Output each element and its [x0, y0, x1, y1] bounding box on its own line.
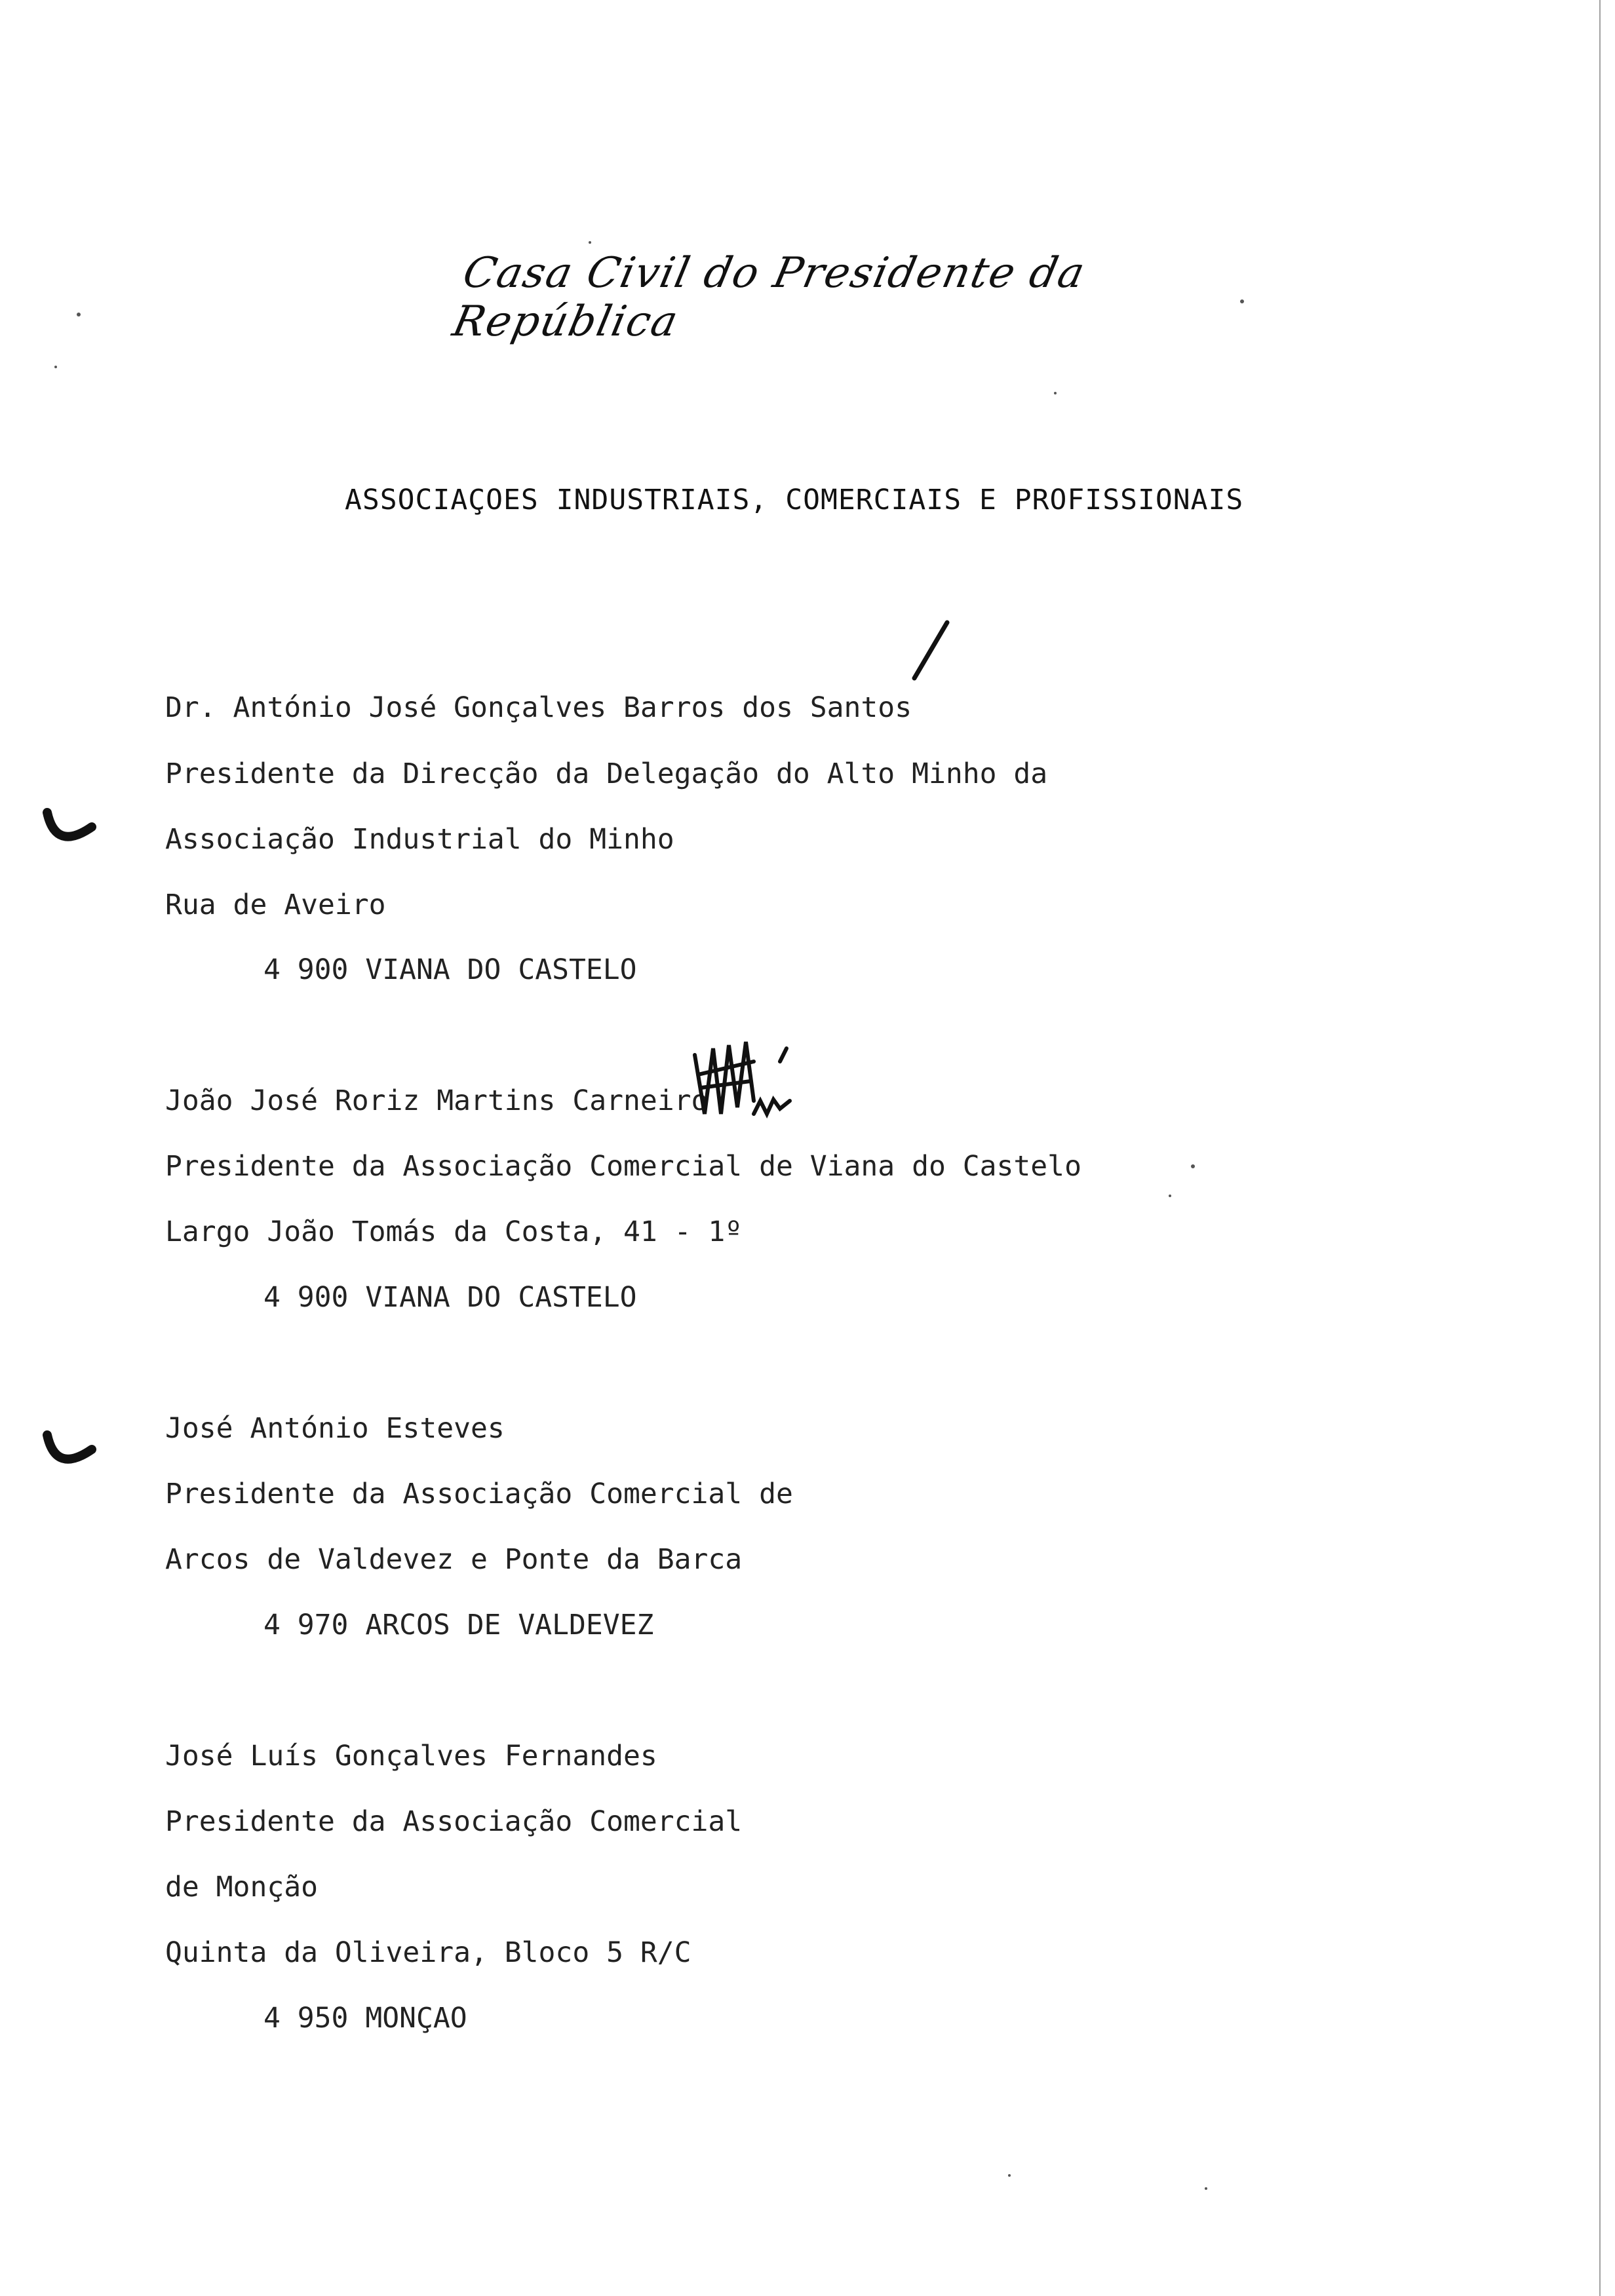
margin-curve-mark-2 [47, 1435, 92, 1459]
speck [1205, 2187, 1207, 2190]
speck [54, 366, 57, 368]
scan-edge-line [1599, 0, 1601, 2296]
entry-2-line-2: Largo João Tomás da Costa, 41 - 1º [165, 1215, 743, 1248]
speck [77, 313, 81, 316]
entry-3-line-1: Presidente da Associação Comercial de [165, 1478, 793, 1510]
entry-2-name: João José Roriz Martins Carneiro [165, 1084, 709, 1117]
speck [1054, 392, 1057, 394]
entry-2-line-1: Presidente da Associação Comercial de Viana do Castelo [165, 1150, 1081, 1183]
entry-3-line-2: Arcos de Valdevez e Ponte da Barca [165, 1543, 743, 1576]
speck [589, 241, 591, 244]
entry-4-line-2: de Monção [165, 1871, 318, 1904]
entry-4-line-3: Quinta da Oliveira, Bloco 5 R/C [165, 1936, 691, 1969]
entry-4-postal: 4 950 MONÇAO [263, 2002, 467, 2035]
scribble-mark [695, 1042, 790, 1114]
document-heading: ASSOCIAÇOES INDUSTRIAIS, COMERCIAIS E PROFISSIONAIS [345, 484, 1244, 516]
margin-curve-mark-1 [47, 813, 92, 837]
entry-1-line-1: Presidente da Direcção da Delegação do Alto Minho da [165, 757, 1048, 790]
entry-1-postal: 4 900 VIANA DO CASTELO [263, 953, 637, 986]
slash-check-mark [914, 622, 947, 678]
entry-4-name: José Luís Gonçalves Fernandes [165, 1740, 657, 1772]
entry-1-name: Dr. António José Gonçalves Barros dos Santos [165, 691, 912, 724]
entry-3-name: José António Esteves [165, 1412, 505, 1445]
entry-4-line-1: Presidente da Associação Comercial [165, 1805, 743, 1838]
speck [1008, 2174, 1011, 2177]
entry-1-line-3: Rua de Aveiro [165, 889, 386, 921]
entry-1-line-2: Associação Industrial do Minho [165, 823, 674, 856]
letterhead: Casa Civil do Presidente da República [448, 249, 1090, 346]
speck [1191, 1164, 1195, 1168]
entry-3-postal: 4 970 ARCOS DE VALDEVEZ [263, 1609, 654, 1641]
entry-2-postal: 4 900 VIANA DO CASTELO [263, 1281, 637, 1314]
speck [1169, 1195, 1171, 1197]
speck [1240, 299, 1244, 303]
